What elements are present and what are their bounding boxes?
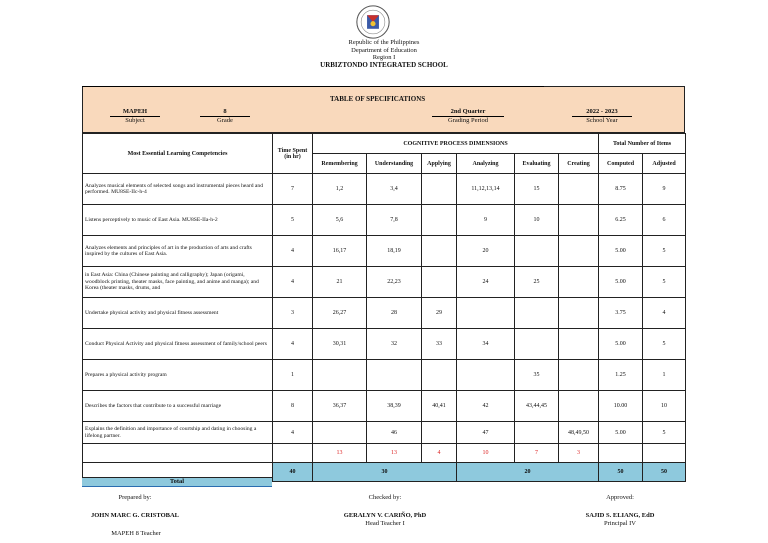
checked-by-name: GERALYN V. CARIÑO, PhD <box>343 512 427 519</box>
applying-header: Applying <box>422 154 457 174</box>
computed-header: Computed <box>599 154 643 174</box>
table-row: Prepares a physical activity program 1 35 1.25 1 <box>83 360 686 391</box>
table-row: Explains the definition and importance of courtship and dating in choosing a lifelong partner. 4 46 47 48,49,50 5.00 5 <box>83 422 686 444</box>
table-row: Listens perceptively to music of East Asia. MU8SE-IIa-h-2 5 5,6 7,8 9 10 6.25 6 <box>83 205 686 236</box>
subject-meta <box>110 108 160 124</box>
approved-name: SAJID S. ELIANG, EdD <box>585 512 655 519</box>
prepared-by-title: MAPEH 8 Teacher <box>111 530 161 537</box>
year-meta <box>572 108 632 124</box>
count-creating: 3 <box>559 444 599 463</box>
department-line: Department of Education <box>351 46 417 54</box>
analyzing-header: Analyzing <box>457 154 515 174</box>
item-count-row <box>83 444 686 463</box>
school-name: URBIZTONDO INTEGRATED SCHOOL <box>320 60 448 69</box>
table-row: in East Asia: China (Chinese painting and calligraphy); Japan (origami, woodblock printing, theater masks, face painting, and anime and manga); and Korea (theater masks, drums, and 4 21 22,23 24 25 5.00 5 <box>83 267 686 298</box>
year-label: School Year <box>586 116 618 124</box>
time-header: Time Spent (in hr) <box>273 134 313 174</box>
total-time: 40 <box>273 463 313 482</box>
period-meta <box>432 108 504 124</box>
evaluating-header: Evaluating <box>515 154 559 174</box>
grade-label: Grade <box>217 116 233 124</box>
table-row: Analyzes elements and principles of art in the production of arts and crafts inspired by the cultures of East Asia. 4 16,17 18,19 20 5.00 5 <box>83 236 686 267</box>
table-row: Conduct Physical Activity and physical fitness assessment of family/school peers 4 30,31 32 33 34 5.00 5 <box>83 329 686 360</box>
table-row: Describes the factors that contribute to a successful marriage 8 36,37 38,39 40,41 42 43,44,45 10.00 10 <box>83 391 686 422</box>
prepared-by-label: Prepared by: <box>118 494 152 501</box>
count-analyzing: 10 <box>457 444 515 463</box>
total-lots: 30 <box>313 463 457 482</box>
table-row: Undertake physical activity and physical fitness assessment 3 26,27 28 29 3.75 4 <box>83 298 686 329</box>
tos-top-rule <box>82 86 544 87</box>
creating-header: Creating <box>559 154 599 174</box>
republic-line: Republic of the Philippines <box>348 39 420 46</box>
grade-meta <box>200 108 250 124</box>
subject-value: MAPEH <box>110 108 160 117</box>
deped-seal-logo <box>356 5 390 39</box>
approved-label: Approved: <box>606 494 634 501</box>
year-value: 2022 - 2023 <box>572 108 632 117</box>
grade-value: 8 <box>200 108 250 117</box>
total-adjusted: 50 <box>643 463 686 482</box>
total-label: Total <box>82 477 272 487</box>
count-applying: 4 <box>422 444 457 463</box>
cognitive-header: COGNITIVE PROCESS DIMENSIONS <box>313 134 599 154</box>
checked-by-title: Head Teacher I <box>365 520 405 527</box>
table-row: Analyzes musical elements of selected songs and instrumental pieces heard and performed. MU8SE-IIc-h-4 7 1,2 3,4 11,12,13,14 15 8.75 9 <box>83 174 686 205</box>
checked-by-label: Checked by: <box>368 494 402 501</box>
specifications-table <box>82 133 686 482</box>
approved-title: Principal IV <box>604 520 636 527</box>
total-hots: 20 <box>457 463 599 482</box>
tos-title: TABLE OF SPECIFICATIONS <box>330 95 426 103</box>
subject-label: Subject <box>125 116 145 124</box>
letterhead <box>0 39 768 69</box>
prepared-by-name: JOHN MARC G. CRISTOBAL <box>90 512 179 519</box>
total-computed: 50 <box>599 463 643 482</box>
understanding-header: Understanding <box>367 154 422 174</box>
adjusted-header: Adjusted <box>643 154 686 174</box>
region-line: Region I <box>372 54 396 62</box>
count-remembering: 13 <box>313 444 367 463</box>
period-value: 2nd Quarter <box>432 108 504 117</box>
period-label: Grading Period <box>448 116 488 124</box>
total-items-header: Total Number of Items <box>599 134 686 154</box>
competencies-header: Most Essential Learning Competencies <box>83 134 273 174</box>
count-evaluating: 7 <box>515 444 559 463</box>
count-understanding: 13 <box>367 444 422 463</box>
remembering-header: Remembering <box>313 154 367 174</box>
